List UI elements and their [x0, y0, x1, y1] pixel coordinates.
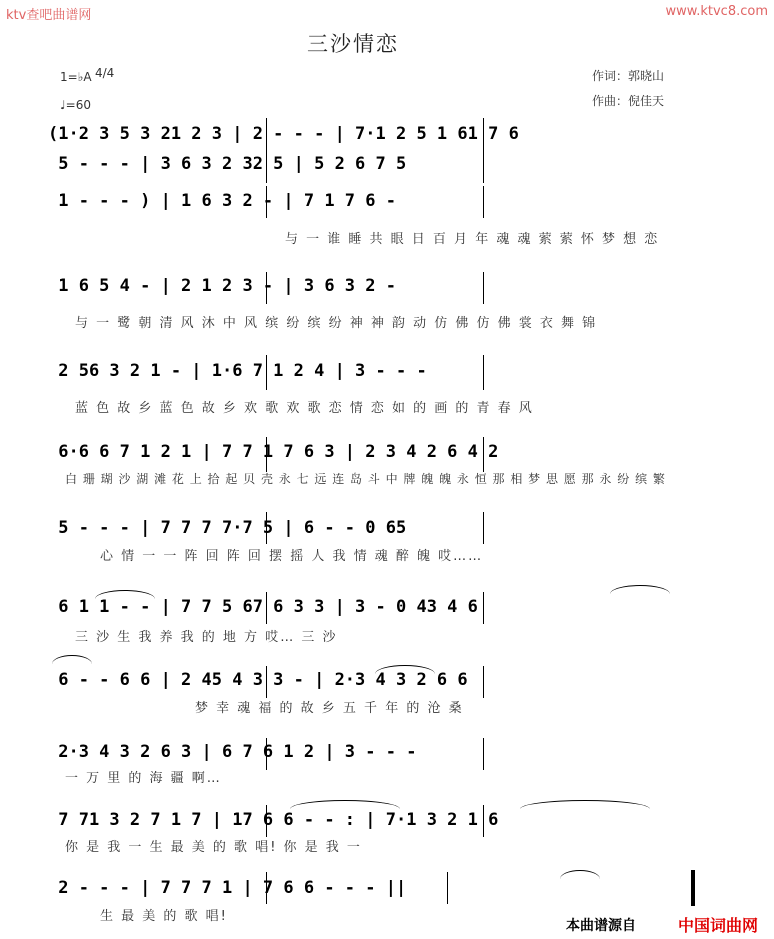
bar-line [483, 355, 484, 390]
lyric-row-12: 生 最 美 的 歌 唱! [100, 909, 228, 924]
music-row-10: 2·3 4 3 2 6 3 | 6 7 6 1 2 | 3 - - - [48, 742, 417, 762]
music-row-2: 5 - - - | 3 6 3 2 32 5 | 5 2 6 7 5 [48, 154, 407, 174]
bar-line [483, 272, 484, 304]
lyric-row-7: 心 情 一 一 阵 回 阵 回 摆 摇 人 我 情 魂 醉 魄 哎…… [100, 549, 484, 564]
music-row-5: 2 56 3 2 1 - | 1·6 7 1 2 4 | 3 - - - [48, 361, 427, 381]
lyric-row-6: 白 珊 瑚 沙 湖 滩 花 上 拾 起 贝 壳 永 七 远 连 岛 斗 中 牌 魄 魄 永 恒 那 相 梦 思 愿 那 永 纷 缤 繁 [65, 472, 666, 486]
bar-line [483, 512, 484, 544]
slur [290, 800, 400, 809]
lyric-row-4: 与 一 鹭 朝 清 风 沐 中 风 缤 纷 缤 纷 神 神 韵 动 仿 佛 仿 佛 裳 衣 舞 锦 [75, 316, 598, 331]
tempo-mark: ♩=60 [60, 98, 91, 112]
music-row-6: 6·6 6 7 1 2 1 | 7 7 1 7 6 3 | 2 3 4 2 6 4 2 [48, 442, 499, 462]
music-row-12: 2 - - - | 7 7 7 1 | 7 6 6 - - - || [48, 878, 407, 898]
slur [560, 870, 600, 879]
slur [520, 800, 650, 809]
music-row-1: (1·2 3 5 3 21 2 3 | 2 - - - | 7·1 2 5 1 61 7 6 [48, 124, 519, 144]
bar-line [483, 738, 484, 770]
music-row-11: 7 71 3 2 7 1 7 | 17 6 6 - - : | 7·1 3 2 1 6 [48, 810, 499, 830]
music-row-9: 6 - - 6 6 | 2 45 4 3 3 - | 2·3 4 3 2 6 6 [48, 670, 468, 690]
bar-line [483, 186, 484, 218]
lyric-row-5: 蓝 色 故 乡 蓝 色 故 乡 欢 歌 欢 歌 恋 情 恋 如 的 画 的 青 春 风 [75, 401, 534, 416]
lyric-row-11: 你 是 我 一 生 最 美 的 歌 唱! 你 是 我 一 [65, 840, 362, 855]
page-title: 三沙情恋 [307, 32, 399, 56]
lyric-row-3: 与 一 谁 睡 共 眼 日 百 月 年 魂 魂 萦 萦 怀 梦 想 恋 [285, 232, 660, 247]
watermark-right: www.ktvc8.com [665, 4, 768, 19]
lyric-row-9: 梦 幸 魂 福 的 故 乡 五 千 年 的 沧 桑 [195, 701, 464, 716]
lyricist-credit: 作词：郭晓山 [592, 69, 665, 83]
watermark-left: ktv查吧曲谱网 [6, 8, 92, 23]
key-signature: 1=♭A [60, 70, 92, 84]
music-row-4: 1 6 5 4 - | 2 1 2 3 - | 3 6 3 2 - [48, 276, 396, 296]
source-site: 中国词曲网 [678, 916, 759, 935]
bar-line [483, 666, 484, 698]
bar-line [447, 872, 448, 904]
slur [52, 655, 92, 664]
bar-line [483, 592, 484, 624]
music-row-3: 1 - - - ) | 1 6 3 2 - | 7 1 7 6 - [48, 191, 396, 211]
source-label: 本曲谱源自 [566, 918, 636, 934]
slur [610, 585, 670, 594]
final-bar-line [691, 870, 695, 906]
lyric-row-10: 一 万 里 的 海 疆 啊… [65, 771, 222, 786]
composer-credit: 作曲：倪佳天 [592, 94, 665, 108]
music-row-8: 6 1 1 - - | 7 7 5 67 6 3 3 | 3 - 0 43 4 6 [48, 597, 478, 617]
lyric-row-8: 三 沙 生 我 养 我 的 地 方 哎… 三 沙 [75, 630, 338, 645]
time-signature: 4/4 [95, 66, 115, 80]
music-row-7: 5 - - - | 7 7 7 7·7 5 | 6 - - 0 65 [48, 518, 407, 538]
